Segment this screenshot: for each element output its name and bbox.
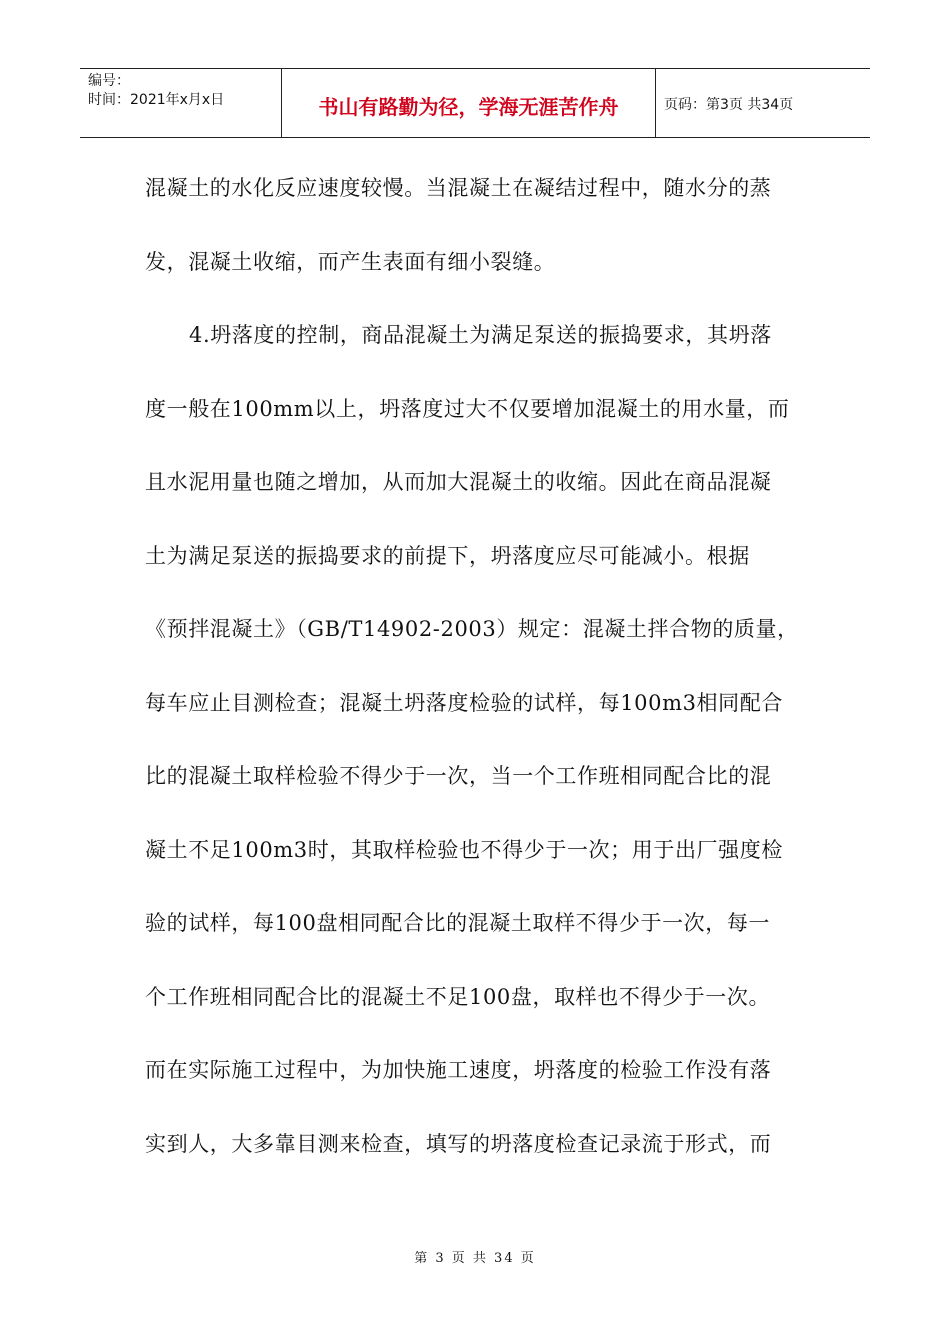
text-line: 发，混凝土收缩，而产生表面有细小裂缝。: [145, 249, 556, 274]
text-line: 每车应止目测检查；混凝土坍落度检验的试样，每100m3相同配合: [145, 690, 783, 715]
document-number-label: 编号：: [88, 73, 130, 89]
text-line: 比的混凝土取样检验不得少于一次，当一个工作班相同配合比的混: [145, 764, 772, 788]
text-line: 而在实际施工过程中，为加快施工速度，坍落度的检验工作没有落: [145, 1058, 772, 1082]
text-line: 土为满足泵送的振捣要求的前提下，坍落度应尽可能减小。根据: [145, 543, 750, 568]
document-time-label: 时间：2021年x月x日: [88, 92, 225, 108]
text-line: 《预拌混凝土》（GB/T14902-2003）规定：混凝土拌合物的质量，: [145, 617, 799, 641]
paragraph-start-line: 4.坍落度的控制，商品混凝土为满足泵送的振捣要求，其坍落: [189, 323, 772, 347]
header-page-info: 页码：第3页 共34页: [664, 97, 794, 113]
page-header: [80, 68, 870, 138]
header-motto: 书山有路勤为径，学海无涯苦作舟: [282, 69, 656, 137]
document-body: [145, 163, 799, 1192]
text-line: 混凝土的水化反应速度较慢。当混凝土在凝结过程中，随水分的蒸: [145, 176, 772, 200]
text-line: 实到人，大多靠目测来检查，填写的坍落度检查记录流于形式，而: [145, 1131, 772, 1156]
text-line: 个工作班相同配合比的混凝土不足100盘，取样也不得少于一次。: [145, 984, 771, 1009]
header-meta: [80, 69, 282, 137]
text-line: 度一般在100mm以上，坍落度过大不仅要增加混凝土的用水量，而: [145, 396, 790, 421]
text-line: 且水泥用量也随之增加，从而加大混凝土的收缩。因此在商品混凝: [145, 470, 772, 494]
text-line: 凝土不足100m3时，其取样检验也不得少于一次；用于出厂强度检: [145, 837, 783, 862]
text-line: 验的试样，每100盘相同配合比的混凝土取样不得少于一次，每一: [145, 911, 771, 935]
page-footer: 第 3 页 共 34 页: [414, 1251, 536, 1266]
